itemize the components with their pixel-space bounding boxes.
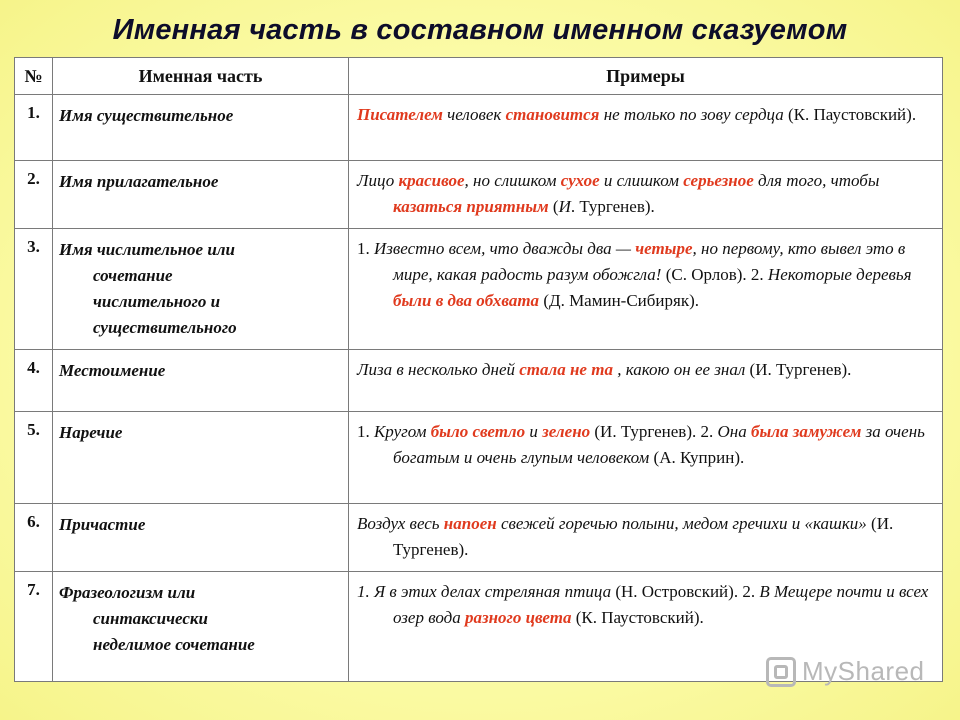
example-fragment: Она (717, 422, 751, 441)
table-row (15, 229, 943, 350)
example-cell (349, 350, 943, 412)
highlighted-predicate: сухое (560, 171, 600, 190)
nominal-part-cell (53, 412, 349, 504)
example-text (357, 579, 934, 631)
example-fragment: Некоторые деревья (767, 265, 912, 284)
nominal-part-line: числительного и (93, 292, 221, 311)
example-fragment: (С. Орлов). 2. (665, 265, 768, 284)
highlighted-predicate: красивое (398, 171, 465, 190)
example-fragment: и слишком (599, 171, 684, 190)
example-fragment: 1. (357, 582, 374, 601)
nominal-part-cell (53, 95, 349, 161)
example-fragment: (И. Тургенев). (393, 514, 894, 559)
nominal-part-line: сочетание (93, 266, 173, 285)
highlighted-predicate: становится (505, 105, 600, 124)
example-fragment: 1. (357, 422, 374, 441)
table-row (15, 412, 943, 504)
nominal-part-line: Имя существительное (59, 106, 234, 125)
nominal-part-line: Имя прилагательное (59, 172, 219, 191)
example-fragment: (И. Тургенев). 2. (590, 422, 718, 441)
example-fragment: ( (548, 197, 559, 216)
highlighted-predicate: напоен (443, 514, 497, 533)
row-number: 5. (15, 412, 53, 504)
example-text (357, 357, 934, 383)
example-fragment: свежей горечью полыни, медом гречихи и «кашки» (496, 514, 872, 533)
example-fragment: Известно всем, что дважды два — (374, 239, 636, 258)
example-fragment: (К. Паустовский). (788, 105, 917, 124)
row-number: 4. (15, 350, 53, 412)
example-fragment: В Мещере почти и всех озер вода (393, 582, 929, 627)
example-fragment: (Д. Мамин-Сибиряк). (539, 291, 700, 310)
nominal-part-cell (53, 350, 349, 412)
nominal-part-cell (53, 504, 349, 572)
highlighted-predicate: были в два обхвата (393, 291, 540, 310)
nominal-part-line: Причастие (59, 515, 146, 534)
example-fragment: . Тургенев). (570, 197, 655, 216)
table-row (15, 350, 943, 412)
example-fragment: , но слишком (464, 171, 561, 190)
highlighted-predicate: разного цвета (464, 608, 572, 627)
example-fragment: (А. Куприн). (653, 448, 745, 467)
example-cell (349, 504, 943, 572)
highlighted-predicate: казаться приятным (393, 197, 549, 216)
example-text (357, 236, 934, 314)
row-number: 7. (15, 572, 53, 682)
example-text (357, 419, 934, 471)
example-cell (349, 95, 943, 161)
example-text (357, 102, 934, 128)
header-nominal-part: Именная часть (53, 58, 349, 95)
example-text (357, 168, 934, 220)
example-fragment: для того, чтобы (753, 171, 880, 190)
row-number: 6. (15, 504, 53, 572)
nominal-part-line: синтаксически (93, 609, 208, 628)
highlighted-predicate: была замужем (750, 422, 862, 441)
row-number: 1. (15, 95, 53, 161)
example-text (357, 511, 934, 563)
example-fragment: не только по зову сердца (599, 105, 789, 124)
highlighted-predicate: четыре (635, 239, 693, 258)
example-fragment: человек (442, 105, 506, 124)
example-fragment: Я в этих делах стреляная птица (374, 582, 616, 601)
example-fragment: , какою он ее знал (612, 360, 750, 379)
highlighted-predicate: зелено (542, 422, 591, 441)
example-fragment: (Н. Островский). 2. (615, 582, 760, 601)
example-fragment: Лицо (357, 171, 399, 190)
example-cell (349, 229, 943, 350)
example-fragment: (К. Паустовский). (571, 608, 704, 627)
highlighted-predicate: стала не та (519, 360, 613, 379)
example-fragment: за очень богатым и очень глупым человеком (393, 422, 925, 467)
row-number: 3. (15, 229, 53, 350)
highlighted-predicate: серьезное (683, 171, 754, 190)
example-fragment: Воздух весь (357, 514, 444, 533)
example-fragment: Кругом (374, 422, 431, 441)
page-title: Именная часть в составном именном сказуемом (112, 14, 848, 46)
example-fragment: Лиза в несколько дней (357, 360, 520, 379)
example-fragment: 1. (357, 239, 374, 258)
nominal-part-line: Имя числительное или (59, 240, 235, 259)
watermark-text: MyShared (802, 656, 925, 686)
nominal-part-cell (53, 572, 349, 682)
header-number: № (15, 58, 53, 95)
example-cell (349, 161, 943, 229)
table-row (15, 504, 943, 572)
highlighted-predicate: Писателем (357, 105, 443, 124)
nominal-part-line: существительного (93, 318, 237, 337)
highlighted-predicate: было светло (430, 422, 526, 441)
example-fragment: и (525, 422, 543, 441)
example-cell (349, 412, 943, 504)
nominal-part-cell (53, 161, 349, 229)
myshared-logo-icon (766, 657, 796, 687)
myshared-watermark (766, 656, 925, 687)
nominal-part-table (14, 57, 943, 682)
example-fragment: (И. Тургенев). (749, 360, 852, 379)
nominal-part-line: неделимое сочетание (93, 635, 255, 654)
example-fragment: , но первому, кто вывел это в мире, какая радость разум обожгла! (393, 239, 906, 284)
table-row (15, 95, 943, 161)
nominal-part-line: Наречие (59, 423, 123, 442)
table-row (15, 161, 943, 229)
nominal-part-cell (53, 229, 349, 350)
nominal-part-line: Фразеологизм или (59, 583, 196, 602)
row-number: 2. (15, 161, 53, 229)
example-fragment: И (558, 197, 571, 216)
nominal-part-line: Местоимение (59, 361, 166, 380)
header-examples: Примеры (349, 58, 943, 95)
table-header-row (15, 58, 943, 95)
